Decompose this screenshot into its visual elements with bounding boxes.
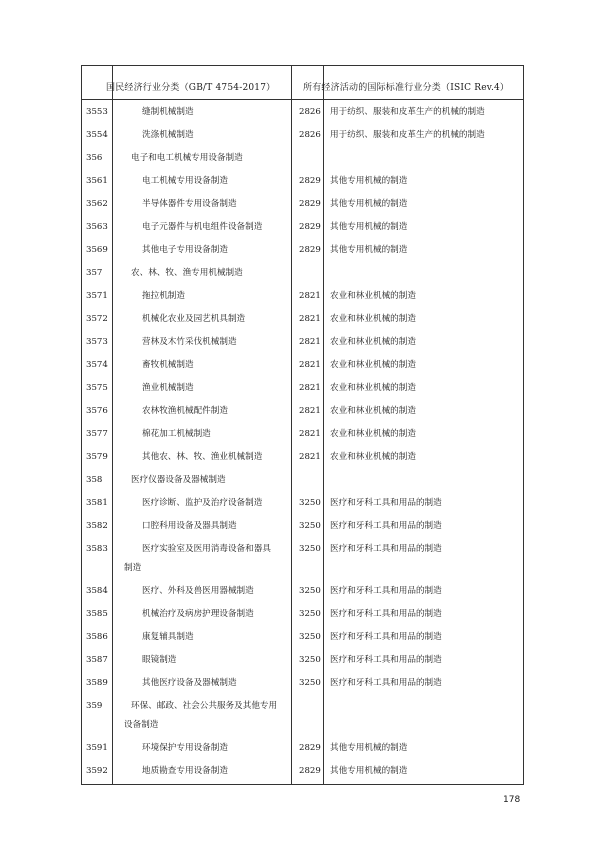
isic-code: 2829 xyxy=(299,766,321,776)
industry-name: 农林牧渔机械配件制造 xyxy=(142,406,228,416)
isic-code: 3250 xyxy=(299,544,321,554)
industry-code: 359 xyxy=(86,701,103,711)
isic-activity-name: 医疗和牙科工具和用品的制造 xyxy=(330,632,442,642)
industry-name: 医疗仪器设备及器械制造 xyxy=(131,475,226,485)
industry-name: 机械化农业及园艺机具制造 xyxy=(142,314,246,324)
table-left-border xyxy=(81,65,82,785)
industry-code: 3553 xyxy=(86,107,108,117)
isic-code: 3250 xyxy=(299,586,321,596)
industry-code: 3586 xyxy=(86,632,108,642)
industry-name: 眼镜制造 xyxy=(142,655,177,665)
industry-name: 半导体器件专用设备制造 xyxy=(142,199,237,209)
industry-name: 医疗、外科及兽医用器械制造 xyxy=(142,586,254,596)
isic-activity-name: 其他专用机械的制造 xyxy=(330,199,408,209)
industry-code: 3569 xyxy=(86,245,108,255)
industry-code: 356 xyxy=(86,153,103,163)
industry-name: 营林及木竹采伐机械制造 xyxy=(142,337,237,347)
isic-code: 2826 xyxy=(299,107,321,117)
header-separator xyxy=(81,99,524,100)
isic-activity-name: 其他专用机械的制造 xyxy=(330,222,408,232)
isic-code: 2821 xyxy=(299,452,321,462)
isic-activity-name: 医疗和牙科工具和用品的制造 xyxy=(330,544,442,554)
isic-code: 3250 xyxy=(299,655,321,665)
industry-code: 358 xyxy=(86,475,103,485)
isic-code: 3250 xyxy=(299,678,321,688)
industry-code: 3576 xyxy=(86,406,108,416)
isic-activity-name: 农业和林业机械的制造 xyxy=(330,383,416,393)
industry-code: 3573 xyxy=(86,337,108,347)
isic-code: 2821 xyxy=(299,291,321,301)
industry-name: 缝制机械制造 xyxy=(142,107,194,117)
industry-code: 3581 xyxy=(86,498,108,508)
industry-name: 畜牧机械制造 xyxy=(142,360,194,370)
isic-code: 3250 xyxy=(299,498,321,508)
industry-name: 环保、邮政、社会公共服务及其他专用 xyxy=(131,701,278,711)
industry-name: 其他农、林、牧、渔业机械制造 xyxy=(142,452,263,462)
isic-code-column-divider xyxy=(323,65,324,785)
isic-activity-name: 用于纺织、服装和皮革生产的机械的制造 xyxy=(330,107,485,117)
industry-code: 3591 xyxy=(86,743,108,753)
isic-activity-name: 医疗和牙科工具和用品的制造 xyxy=(330,586,442,596)
industry-code: 3592 xyxy=(86,766,108,776)
industry-code: 3571 xyxy=(86,291,108,301)
isic-activity-name: 其他专用机械的制造 xyxy=(330,743,408,753)
header-gb-classification: 国民经济行业分类（GB/T 4754-2017） xyxy=(106,83,276,93)
isic-activity-name: 其他专用机械的制造 xyxy=(330,766,408,776)
industry-code: 357 xyxy=(86,268,103,278)
isic-activity-name: 农业和林业机械的制造 xyxy=(330,291,416,301)
industry-name: 医疗实验室及医用消毒设备和器具 xyxy=(142,544,271,554)
industry-name: 地质勘查专用设备制造 xyxy=(142,766,228,776)
industry-name: 机械治疗及病房护理设备制造 xyxy=(142,609,254,619)
industry-name: 拖拉机制造 xyxy=(142,291,185,301)
industry-code: 3574 xyxy=(86,360,108,370)
industry-name: 康复辅具制造 xyxy=(142,632,194,642)
industry-code: 3562 xyxy=(86,199,108,209)
isic-code: 2829 xyxy=(299,176,321,186)
industry-code: 3587 xyxy=(86,655,108,665)
industry-code: 3584 xyxy=(86,586,108,596)
isic-code: 2821 xyxy=(299,337,321,347)
isic-activity-name: 其他专用机械的制造 xyxy=(330,176,408,186)
isic-activity-name: 医疗和牙科工具和用品的制造 xyxy=(330,521,442,531)
isic-activity-name: 医疗和牙科工具和用品的制造 xyxy=(330,655,442,665)
isic-activity-name: 农业和林业机械的制造 xyxy=(330,429,416,439)
isic-code: 3250 xyxy=(299,632,321,642)
industry-code: 3572 xyxy=(86,314,108,324)
center-column-divider xyxy=(291,65,292,785)
isic-activity-name: 医疗和牙科工具和用品的制造 xyxy=(330,678,442,688)
table-right-border xyxy=(523,65,524,785)
isic-code: 2829 xyxy=(299,245,321,255)
industry-name: 电子元器件与机电组件设备制造 xyxy=(142,222,263,232)
industry-code: 3561 xyxy=(86,176,108,186)
isic-activity-name: 农业和林业机械的制造 xyxy=(330,314,416,324)
industry-name: 口腔科用设备及器具制造 xyxy=(142,521,237,531)
isic-code: 2821 xyxy=(299,360,321,370)
industry-code: 3577 xyxy=(86,429,108,439)
industry-code: 3575 xyxy=(86,383,108,393)
industry-name: 电子和电工机械专用设备制造 xyxy=(131,153,243,163)
isic-activity-name: 农业和林业机械的制造 xyxy=(330,406,416,416)
isic-code: 2821 xyxy=(299,314,321,324)
isic-activity-name: 农业和林业机械的制造 xyxy=(330,337,416,347)
industry-name: 棉花加工机械制造 xyxy=(142,429,211,439)
industry-code: 3583 xyxy=(86,544,108,554)
industry-name-continued: 制造 xyxy=(124,563,142,573)
isic-code: 2821 xyxy=(299,383,321,393)
isic-code: 2821 xyxy=(299,406,321,416)
isic-activity-name: 医疗和牙科工具和用品的制造 xyxy=(330,609,442,619)
industry-name: 其他医疗设备及器械制造 xyxy=(142,678,237,688)
industry-code: 3585 xyxy=(86,609,108,619)
industry-code: 3563 xyxy=(86,222,108,232)
isic-activity-name: 医疗和牙科工具和用品的制造 xyxy=(330,498,442,508)
isic-code: 3250 xyxy=(299,521,321,531)
isic-code: 3250 xyxy=(299,609,321,619)
industry-name-continued: 设备制造 xyxy=(124,720,159,730)
isic-activity-name: 用于纺织、服装和皮革生产的机械的制造 xyxy=(330,130,485,140)
industry-name: 渔业机械制造 xyxy=(142,383,194,393)
isic-activity-name: 其他专用机械的制造 xyxy=(330,245,408,255)
industry-name: 电工机械专用设备制造 xyxy=(142,176,228,186)
isic-code: 2821 xyxy=(299,429,321,439)
header-isic-classification: 所有经济活动的国际标准行业分类（ISIC Rev.4） xyxy=(303,83,510,93)
industry-name: 医疗诊断、监护及治疗设备制造 xyxy=(142,498,263,508)
page-number: 178 xyxy=(503,795,521,805)
isic-activity-name: 农业和林业机械的制造 xyxy=(330,452,416,462)
industry-name: 环境保护专用设备制造 xyxy=(142,743,228,753)
isic-code: 2829 xyxy=(299,222,321,232)
industry-name: 农、林、牧、渔专用机械制造 xyxy=(131,268,243,278)
isic-code: 2829 xyxy=(299,199,321,209)
isic-code: 2826 xyxy=(299,130,321,140)
industry-code: 3579 xyxy=(86,452,108,462)
industry-code: 3582 xyxy=(86,521,108,531)
industry-name: 洗涤机械制造 xyxy=(142,130,194,140)
isic-activity-name: 农业和林业机械的制造 xyxy=(330,360,416,370)
isic-code: 2829 xyxy=(299,743,321,753)
industry-name: 其他电子专用设备制造 xyxy=(142,245,228,255)
code-column-divider xyxy=(112,65,113,785)
industry-code: 3554 xyxy=(86,130,108,140)
industry-code: 3589 xyxy=(86,678,108,688)
